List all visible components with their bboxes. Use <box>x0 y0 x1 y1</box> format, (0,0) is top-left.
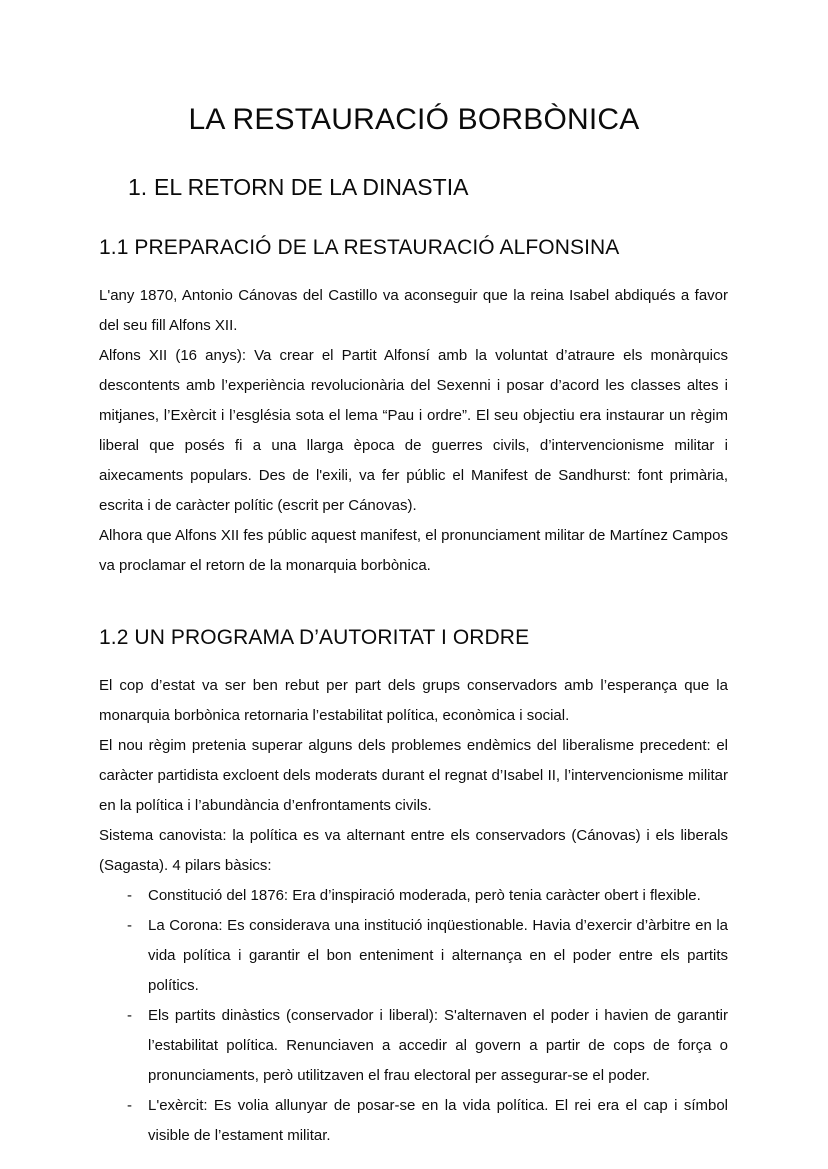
dash-bullet-icon: - <box>127 917 132 934</box>
section-heading-1 <box>128 172 468 202</box>
paragraph: Alhora que Alfons XII fes públic aquest manifest, el pronunciament militar de Martínez Campos va proclamar el retorn de la monarquia borbònica. <box>99 527 728 574</box>
paragraph: Sistema canovista: la política es va alternant entre els conservadors (Cánovas) i els liberals (Sagasta). 4 pilars bàsics: <box>99 827 728 874</box>
subsection-heading-1-2: 1.2 UN PROGRAMA D’AUTORITAT I ORDRE <box>99 626 530 649</box>
subsection-heading-1-1: 1.1 PREPARACIÓ DE LA RESTAURACIÓ ALFONSINA <box>99 236 620 259</box>
pillars-list <box>99 881 728 1151</box>
page-title: LA RESTAURACIÓ BORBÒNICA <box>188 103 640 136</box>
list-item <box>99 1001 728 1091</box>
dash-bullet-icon: - <box>127 887 132 904</box>
list-item-label: Els partits dinàstics (conservador i liberal): S'alternaven el poder i havien de garantir l’estabilitat política. Renunciaven a accedir al govern a partir de cops de força o pronunciaments, però utilitzaven el frau electoral per assegurar-se el poder. <box>148 1007 728 1084</box>
paragraph: Alfons XII (16 anys): Va crear el Partit Alfonsí amb la voluntat d’atraure els monàrquics descontents amb l’experiència revolucionària del Sexenni i posar d’acord les classes altes i mitjanes, l’Exèrcit i l’església sota el lema “Pau i ordre”. El seu objectiu era instaurar un règim liberal que posés fi a una llarga època de guerres civils, d’intervencionisme militar i aixecaments populars. Des de l'exili, va fer públic el Manifest de Sandhurst: font primària, escrita i de caràcter polític (escrit per Cánovas). <box>99 347 728 514</box>
paragraph: L'any 1870, Antonio Cánovas del Castillo va aconseguir que la reina Isabel abdiqués a favor del seu fill Alfons XII. <box>99 287 728 334</box>
dash-bullet-icon: - <box>127 1007 132 1024</box>
list-item-label: Constitució del 1876: Era d’inspiració moderada, però tenia caràcter obert i flexible. <box>148 887 701 904</box>
list-item <box>99 911 728 1001</box>
document-body <box>99 235 728 1151</box>
list-item <box>99 881 728 911</box>
section-number: 1. <box>128 174 148 200</box>
list-item-label: La Corona: Es considerava una institució inqüestionable. Havia d’exercir d’àrbitre en la vida política i garantir el bon enteniment i alternança en el poder entre els partits polítics. <box>148 917 728 994</box>
paragraph: El cop d’estat va ser ben rebut per part dels grups conservadors amb l’esperança que la monarquia borbònica retornaria l’estabilitat política, econòmica i social. <box>99 677 728 724</box>
list-item <box>99 1091 728 1151</box>
section-heading-text: EL RETORN DE LA DINASTIA <box>154 174 469 200</box>
paragraph: El nou règim pretenia superar alguns dels problemes endèmics del liberalisme precedent: el caràcter partidista excloent dels moderats durant el regnat d’Isabel II, l’intervencionisme militar en la política i l’abundància d’enfrontaments civils. <box>99 737 728 814</box>
dash-bullet-icon: - <box>127 1097 132 1114</box>
list-item-label: L'exèrcit: Es volia allunyar de posar-se en la vida política. El rei era el cap i símbol visible de l’estament militar. <box>148 1097 728 1144</box>
